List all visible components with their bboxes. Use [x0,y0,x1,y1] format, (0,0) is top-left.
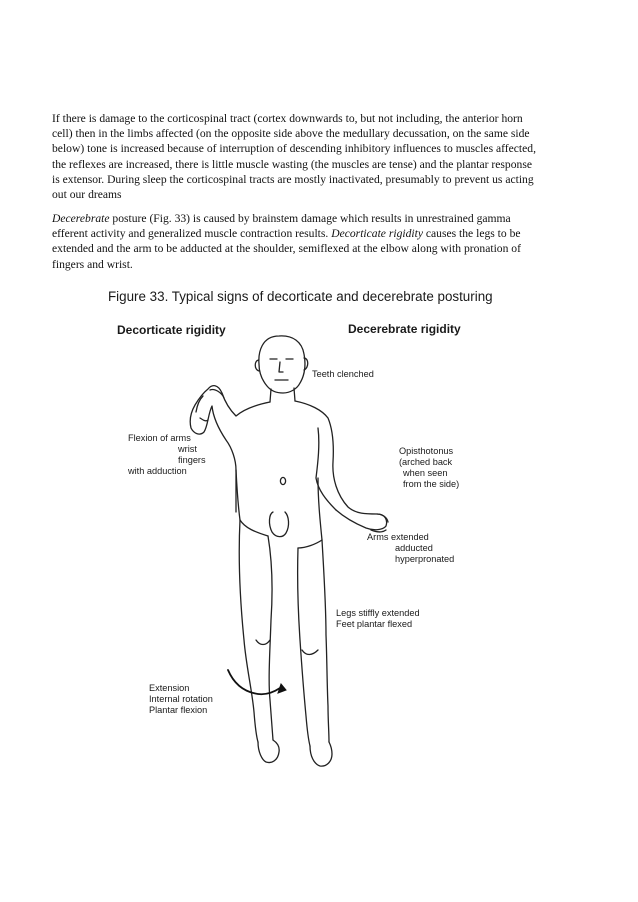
text-line: the reflexes are increased, there is little muscle wasting (the muscles are tense) and the plantar response [52,157,532,171]
text-line [52,211,592,226]
label-arms-extended-line3: hyperpronated [395,554,455,564]
italic-term-decerebrate: Decerebrate [52,212,110,225]
right-leg [298,548,310,746]
label-extension-line2: Internal rotation [149,694,213,704]
text-line: is extensor. During sleep the corticospinal tracts are mostly inactivated, presumably to prevent us acting [52,172,534,186]
head-outline [259,336,305,393]
label-flexion-line2: wrist [178,444,197,454]
text-line: out our dreams [52,188,122,202]
label-extension-line3: Plantar flexion [149,705,208,715]
label-flexion-line3: fingers [178,455,206,465]
label-arms-extended-line2: adducted [395,543,433,553]
decorticate-heading: Decorticate rigidity [117,323,226,337]
decerebrate-heading: Decerebrate rigidity [348,322,461,336]
body-paragraph-corticospinal [52,111,592,202]
text-line: extended and the arm to be adducted at the shoulder, semiflexed at the elbow along with pronation of [52,242,521,256]
rotation-arrow [228,670,280,694]
label-teeth-clenched: Teeth clenched [312,369,374,379]
label-flexion-line1: Flexion of arms [128,433,191,443]
label-opisthotonus-line3: when seen [403,468,448,478]
label-legs-line1: Legs stiffly extended [336,608,420,618]
label-opisthotonus-line4: from the side) [403,479,460,489]
text-span: efferent activity and generalized muscle contraction results. [52,227,332,241]
text-span: causes the legs to be [422,227,521,241]
figure-title: Figure 33. Typical signs of decorticate and decerebrate posturing [108,289,493,304]
text-span: posture (Fig. 33) is caused by brainstem damage which results in unrestrained gamma [109,212,511,225]
label-legs-line2: Feet plantar flexed [336,619,413,629]
text-line: below) tone is increased because of interruption of descending inhibitory influences to muscles affected, [52,142,536,156]
text-line [52,226,592,241]
label-arms-extended-line1: Arms extended [367,532,429,542]
left-shoulder [190,386,270,512]
label-opisthotonus-line1: Opisthotonus [399,446,454,456]
text-line: fingers and wrist. [52,257,133,271]
arrow-head-icon [278,684,286,693]
label-opisthotonus-line2: (arched back [399,457,453,467]
label-extension-line1: Extension [149,683,190,693]
italic-term-decorticate: Decorticate rigidity [331,227,423,241]
text-line: cell) then in the limbs affected (on the opposite side above the medullary decussation, on the same side [52,127,530,141]
left-leg [239,520,258,742]
body-paragraph-decerebrate [52,211,592,272]
label-flexion-line4: with adduction [128,466,187,476]
right-shoulder [295,401,387,530]
text-line: If there is damage to the corticospinal tract (cortex downwards to, but not including, the anterior horn [52,112,523,125]
